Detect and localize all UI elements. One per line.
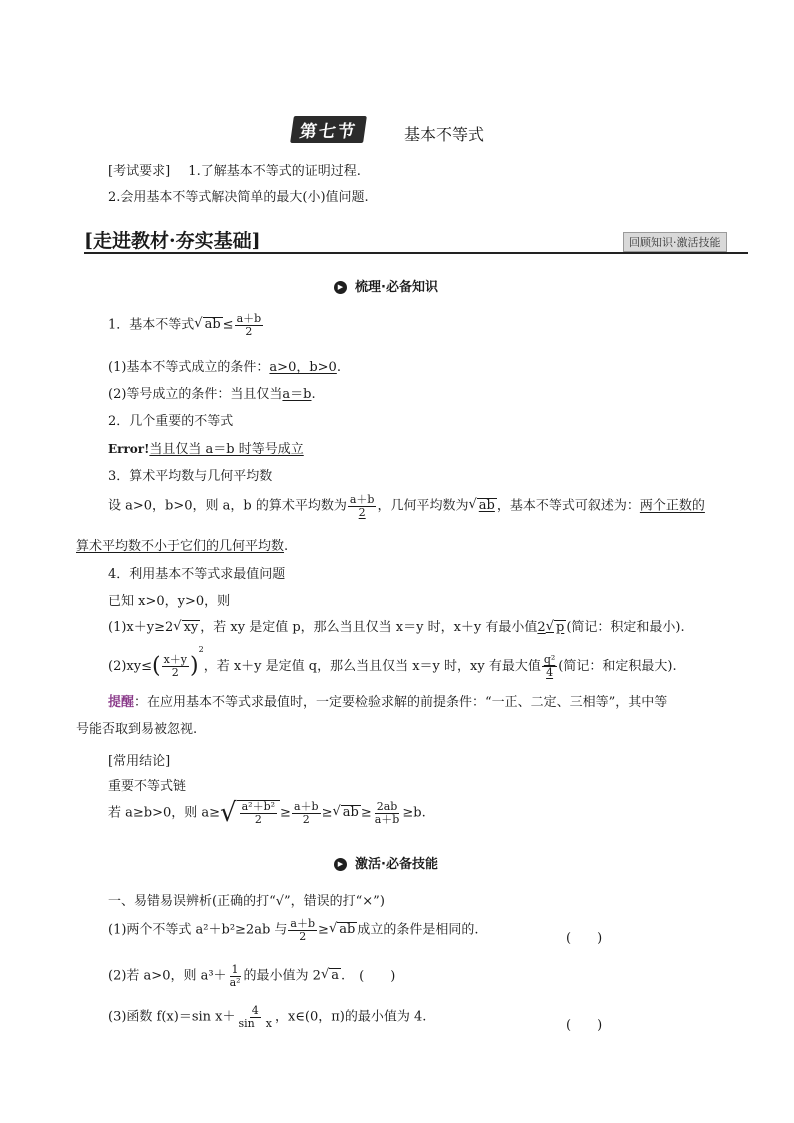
- exercise-1: (1)两个不等式 a²＋b²≥2ab 与 $\frac{a+b}{2}$ ≥ √ ab 成立的条件是相同的.: [108, 917, 479, 943]
- answer-condition: a>0，b>0: [269, 360, 337, 375]
- play-circle-icon: ▶: [334, 858, 347, 871]
- point-2-error: Error!当且仅当 a＝b 时等号成立: [108, 442, 304, 457]
- reminder-line-2: 号能否取到易被忽视.: [76, 722, 198, 737]
- point-1-1: (1)基本不等式成立的条件：a>0，b>0.: [108, 360, 341, 375]
- point-3: 3．算术平均数与几何平均数: [108, 469, 273, 484]
- section-badge: 第七节: [292, 116, 365, 143]
- section-heading-1: ▶ 梳理·必备知识: [334, 276, 438, 295]
- reminder-label: 提醒: [108, 695, 135, 710]
- sqrt-ab: √ ab: [194, 316, 221, 333]
- answer-equality: a＝b: [282, 387, 312, 402]
- answer-blank-2[interactable]: ( ): [359, 968, 396, 984]
- section-heading-2: ▶ 激活·必备技能: [334, 853, 438, 872]
- answer-blank-1[interactable]: ( ): [566, 931, 603, 946]
- point-3-answer: 算术平均数不小于它们的几何平均数.: [76, 539, 289, 554]
- point-2: 2．几个重要的不等式: [108, 414, 234, 429]
- exercise-3: (3)函数 f(x)＝sin x＋ $\frac{4}{\text{sin x}}$ ，x∈(0，π)的最小值为 4.: [108, 1004, 427, 1030]
- banner-tag: 回顾知识·激活技能: [623, 232, 727, 252]
- exercise-intro: 一、易错易误辨析(正确的打“√”，错误的打“×”): [108, 894, 385, 909]
- exam-req-label: [考试要求]: [108, 164, 171, 179]
- reminder: 提醒：在应用基本不等式求最值时，一定要检验求解的前提条件：“一正、二定、三相等”，其中等: [108, 695, 668, 710]
- exam-req-item-2: 2.会用基本不等式解决简单的最大(小)值问题.: [108, 190, 369, 205]
- inequality-chain: 若 a≥b>0，则 a≥ √ $\frac{\text{a²＋b²}}{2}$ ≥ $\frac{a+b}{2}$ ≥ √ ab ≥ $\frac{2ab}{a+b}$ ≥b.: [108, 798, 426, 828]
- point-1: 1．基本不等式 √ ab ≤ $\frac{a+b}{2}$: [108, 312, 262, 338]
- common-conclusion-label: [常用结论]: [108, 754, 171, 769]
- exam-req-item-1: 1.了解基本不等式的证明过程.: [188, 164, 361, 179]
- play-circle-icon: ▶: [334, 281, 347, 294]
- point-4-1: (1)x＋y≥2 √ xy ，若 xy 是定值 p，那么当且仅当 x＝y 时，x＋y 有最小值2 √ p (简记：积定和最小).: [108, 618, 685, 635]
- exam-requirements: [108, 160, 361, 179]
- banner-title: [走进教材·夯实基础]: [84, 230, 261, 252]
- point-3-text: 设 a>0，b>0，则 a，b 的算术平均数为 $\frac{a+b}{2}$ ，几何平均数为 √ ab ，基本不等式可叙述为：两个正数的: [108, 493, 705, 519]
- common-conclusion-title: 重要不等式链: [108, 779, 187, 794]
- section-title: 基本不等式: [404, 125, 485, 144]
- fraction: $\frac{a+b}{2}$: [236, 312, 262, 338]
- answer-blank-3[interactable]: ( ): [566, 1018, 603, 1033]
- exercise-2: (2)若 a>0，则 a³＋ $\frac{1}{\text{a²}}$ 的最小值为 2 √ a . ( ): [108, 963, 396, 989]
- point-4-given: 已知 x>0，y>0，则: [108, 594, 231, 609]
- point-1-2: (2)等号成立的条件：当且仅当a＝b.: [108, 387, 316, 402]
- point-4-2: (2)xy≤( $\frac{x+y}{2}$ )$^2$，若 x＋y 是定值 q，那么当且仅当 x＝y 时，xy 有最大值 $\frac{\text{q²}}{4}$ (简记：和定积最大).: [108, 645, 677, 679]
- point-4: 4．利用基本不等式求最值问题: [108, 567, 286, 582]
- banner-divider: [84, 252, 748, 254]
